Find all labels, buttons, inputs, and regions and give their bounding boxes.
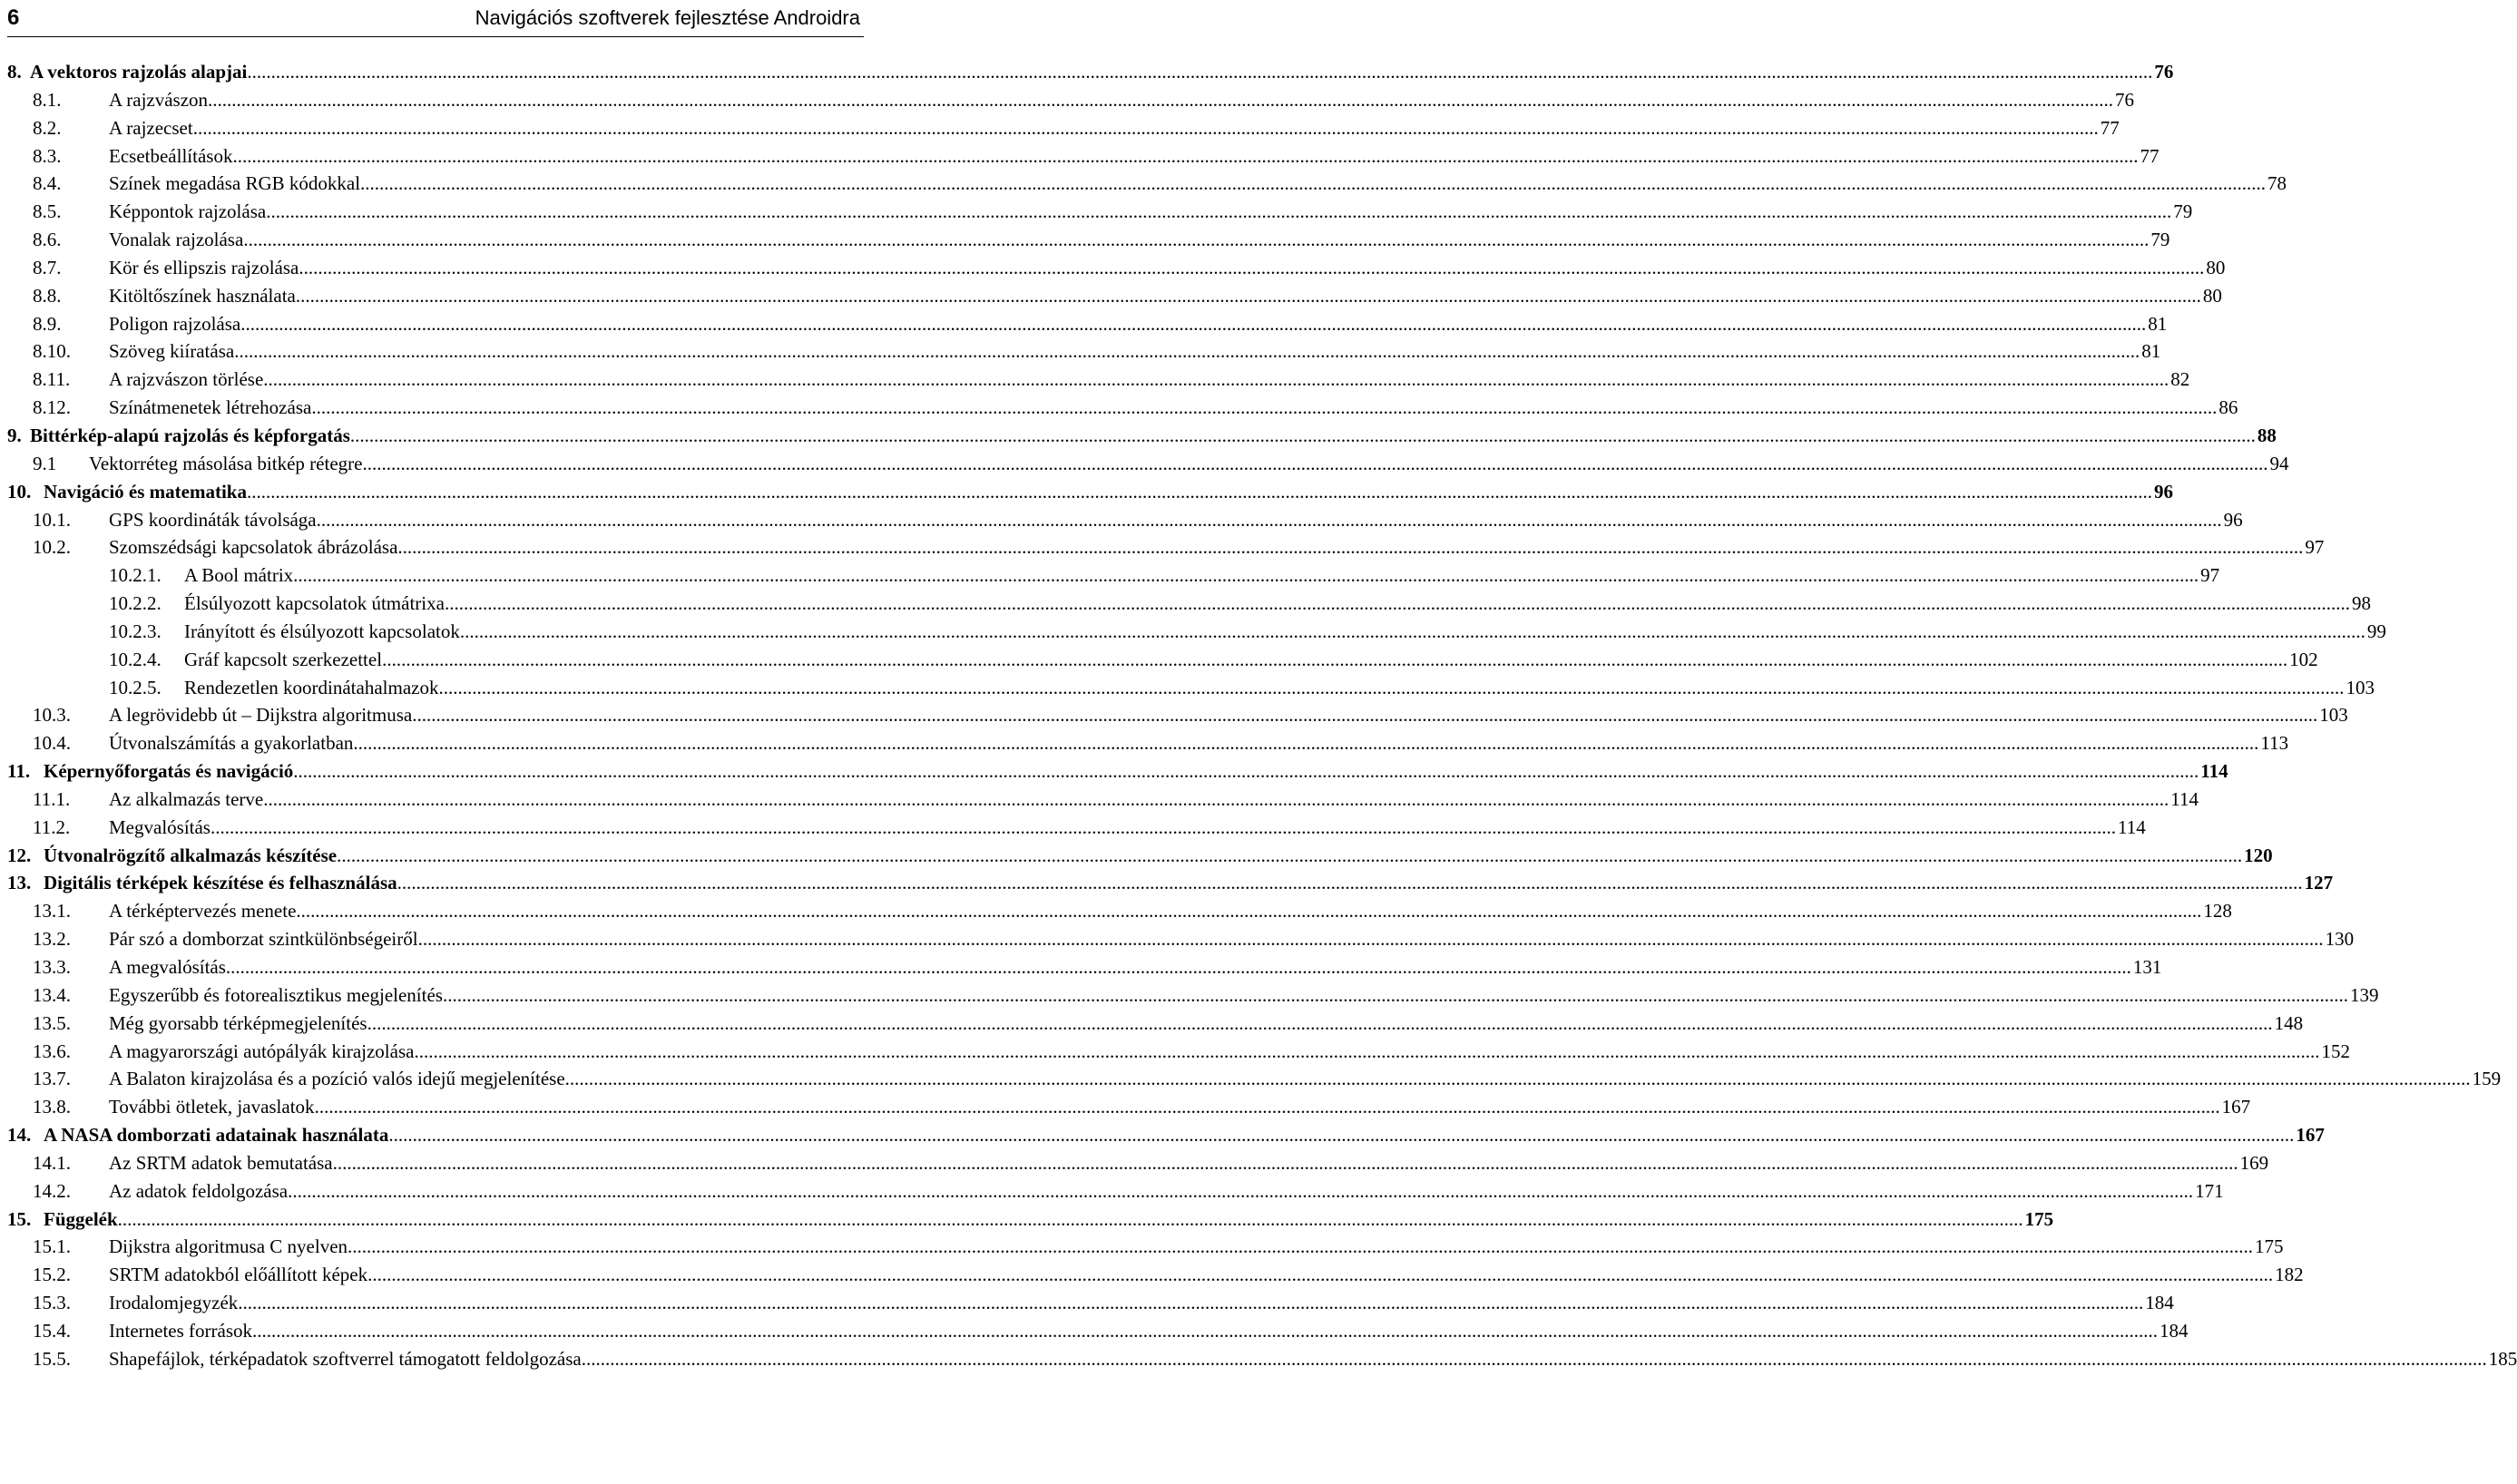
toc-entry-number: 13.8. — [33, 1096, 71, 1118]
toc-entry-number: 10.2.1. — [109, 564, 162, 587]
toc-entry-title: GPS koordináták távolsága — [109, 508, 317, 531]
toc-entry-number: 11.2. — [33, 815, 71, 838]
toc-entry-title: A térképtervezés menete — [109, 900, 297, 923]
toc-entry-number: 10.1. — [33, 508, 71, 531]
toc-entry-number: 13. — [7, 872, 32, 894]
toc-entry-title: Vonalak rajzolása — [109, 229, 244, 251]
toc-entry[interactable] — [7, 1206, 2054, 1234]
dot-leader: ................................................................................................................................................................................................................................................................................................................................................................................................................ — [564, 1068, 2471, 1090]
toc-entry-number: 13.6. — [33, 1040, 71, 1062]
toc-entry-page: 148 — [2274, 1011, 2304, 1034]
dot-leader: ................................................................................................................................................................................................................................................................................................................................................................................................................ — [348, 1235, 2254, 1258]
toc-entry-page: 167 — [2221, 1096, 2251, 1118]
toc-entry[interactable] — [7, 422, 2277, 450]
toc-entry-title: Az SRTM adatok bemutatása — [109, 1151, 333, 1174]
toc-entry[interactable] — [7, 114, 2120, 142]
toc-entry[interactable] — [7, 1177, 2224, 1206]
dot-leader: ................................................................................................................................................................................................................................................................................................................................................................................................................ — [438, 676, 2345, 698]
toc-entry-title: További ötletek, javaslatok — [109, 1096, 315, 1118]
toc-entry-number: 10.2.5. — [109, 676, 162, 698]
toc-entry[interactable] — [7, 337, 2161, 366]
toc-entry-title: Függelék — [44, 1207, 118, 1230]
toc-entry-number: 8.10. — [33, 340, 71, 363]
dot-leader: ................................................................................................................................................................................................................................................................................................................................................................................................................ — [311, 396, 2218, 419]
toc-entry[interactable] — [7, 981, 2379, 1010]
dot-leader: ................................................................................................................................................................................................................................................................................................................................................................................................................ — [232, 144, 2139, 167]
toc-entry[interactable] — [7, 86, 2135, 114]
toc-entry-title: A rajzvászon törlése — [109, 368, 264, 391]
toc-entry[interactable] — [7, 142, 2160, 171]
toc-entry-title: A rajzecset — [109, 116, 193, 139]
toc-entry-page: 184 — [2160, 1319, 2189, 1342]
toc-entry-number: 10.3. — [33, 704, 71, 727]
toc-entry[interactable] — [7, 282, 2222, 310]
dot-leader: ................................................................................................................................................................................................................................................................................................................................................................................................................ — [442, 983, 2348, 1006]
toc-entry[interactable] — [7, 506, 2243, 534]
toc-entry-title: Szomszédsági kapcsolatok ábrázolása — [109, 536, 398, 559]
toc-entry-title: A NASA domborzati adatainak használata — [44, 1124, 389, 1147]
toc-entry-page: 80 — [2202, 284, 2222, 307]
toc-entry-title: Útvonalrögzítő alkalmazás készítése — [44, 844, 338, 866]
dot-leader: ................................................................................................................................................................................................................................................................................................................................................................................................................ — [240, 312, 2147, 335]
dot-leader: ................................................................................................................................................................................................................................................................................................................................................................................................................ — [353, 732, 2259, 755]
dot-leader: ................................................................................................................................................................................................................................................................................................................................................................................................................ — [238, 1292, 2144, 1314]
dot-leader: ................................................................................................................................................................................................................................................................................................................................................................................................................ — [296, 900, 2202, 923]
dot-leader: ................................................................................................................................................................................................................................................................................................................................................................................................................ — [117, 1207, 2023, 1230]
toc-entry-page: 171 — [2195, 1179, 2224, 1202]
toc-entry[interactable] — [7, 869, 2334, 897]
toc-entry-page: 159 — [2472, 1068, 2502, 1090]
toc-entry-title: A magyarországi autópályák kirajzolása — [109, 1040, 415, 1062]
toc-entry[interactable] — [7, 58, 2174, 86]
toc-entry-page: 184 — [2145, 1292, 2174, 1314]
toc-entry-page: 79 — [2150, 229, 2170, 251]
dot-leader: ................................................................................................................................................................................................................................................................................................................................................................................................................ — [397, 872, 2303, 894]
toc-entry-number: 8.2. — [33, 116, 62, 139]
dot-leader: ................................................................................................................................................................................................................................................................................................................................................................................................................ — [414, 1040, 2320, 1062]
toc-entry[interactable] — [7, 925, 2355, 953]
toc-entry-page: 169 — [2239, 1151, 2269, 1174]
dot-leader: ................................................................................................................................................................................................................................................................................................................................................................................................................ — [316, 508, 2222, 531]
toc-entry[interactable] — [7, 701, 2348, 729]
toc-entry-page: 78 — [2267, 172, 2287, 195]
dot-leader: ................................................................................................................................................................................................................................................................................................................................................................................................................ — [314, 1096, 2220, 1118]
toc-entry-title: Irodalomjegyzék — [109, 1292, 239, 1314]
toc-entry-page: 139 — [2349, 983, 2379, 1006]
toc-entry-page: 96 — [2153, 480, 2173, 503]
toc-entry-page: 97 — [2305, 536, 2325, 559]
toc-entry[interactable] — [7, 1038, 2350, 1066]
toc-entry[interactable] — [7, 1261, 2304, 1289]
toc-entry-page: 114 — [2117, 815, 2146, 838]
toc-entry-number: 15. — [7, 1207, 32, 1230]
toc-entry[interactable] — [7, 1121, 2325, 1149]
toc-entry-number: 9.1 — [33, 452, 57, 474]
toc-entry-number: 8.6. — [33, 229, 62, 251]
toc-entry[interactable] — [7, 953, 2162, 981]
toc-entry-page: 127 — [2304, 872, 2334, 894]
toc-entry-number: 10. — [7, 480, 32, 503]
dot-leader: ................................................................................................................................................................................................................................................................................................................................................................................................................ — [417, 928, 2324, 951]
toc-entry-number: 13.7. — [33, 1068, 71, 1090]
toc-entry-title: A Bool mátrix — [184, 564, 294, 587]
toc-entry-number: 8.11. — [33, 368, 71, 391]
toc-entry-page: 114 — [2200, 760, 2228, 783]
dot-leader: ................................................................................................................................................................................................................................................................................................................................................................................................................ — [581, 1347, 2487, 1370]
toc-entry-number: 8. — [7, 61, 22, 83]
dot-leader: ................................................................................................................................................................................................................................................................................................................................................................................................................ — [299, 256, 2205, 278]
toc-entry-page: 152 — [2321, 1040, 2350, 1062]
toc-entry-number: 11.1. — [33, 787, 71, 810]
dot-leader: ................................................................................................................................................................................................................................................................................................................................................................................................................ — [210, 815, 2116, 838]
toc-entry-page: 76 — [2115, 88, 2135, 111]
toc-entry-title: Még gyorsabb térképmegjelenítés — [109, 1011, 367, 1034]
toc-entry-page: 131 — [2132, 956, 2162, 978]
toc-entry[interactable] — [7, 842, 2273, 870]
toc-entry-title: Dijkstra algoritmusa C nyelven — [109, 1235, 348, 1258]
toc-entry[interactable] — [7, 310, 2168, 338]
toc-entry-title: A rajzvászon — [109, 88, 209, 111]
toc-entry-page: 103 — [2319, 704, 2348, 727]
toc-entry-page: 97 — [2200, 564, 2220, 587]
toc-entry[interactable] — [7, 1010, 2304, 1038]
toc-entry-title: Irányított és élsúlyozott kapcsolatok — [184, 620, 460, 642]
toc-entry-page: 120 — [2244, 844, 2273, 866]
toc-entry-title: Képernyőforgatás és navigáció — [44, 760, 294, 783]
toc-entry-page: 102 — [2289, 648, 2318, 670]
toc-entry-title: Rendezetlen koordinátahalmazok — [184, 676, 439, 698]
toc-entry-page: 128 — [2203, 900, 2232, 923]
toc-entry-title: Shapefájlok, térképadatok szoftverrel támogatott feldolgozása — [109, 1347, 582, 1370]
toc-entry-page: 175 — [2024, 1207, 2054, 1230]
toc-entry-page: 82 — [2170, 368, 2190, 391]
toc-entry-number: 15.5. — [33, 1347, 71, 1370]
toc-entry-number: 15.4. — [33, 1319, 71, 1342]
toc-entry-number: 8.4. — [33, 172, 62, 195]
toc-entry-page: 175 — [2255, 1235, 2284, 1258]
dot-leader: ................................................................................................................................................................................................................................................................................................................................................................................................................ — [362, 452, 2268, 474]
table-of-contents — [7, 58, 2517, 1373]
toc-entry[interactable] — [7, 1149, 2269, 1177]
toc-entry-title: Gráf kapcsolt szerkezettel — [184, 648, 383, 670]
toc-entry-page: 130 — [2325, 928, 2355, 951]
toc-entry-title: Kör és ellipszis rajzolása — [109, 256, 299, 278]
toc-entry-page: 79 — [2173, 200, 2193, 223]
toc-entry-title: Internetes források — [109, 1319, 253, 1342]
toc-entry-title: Képpontok rajzolása — [109, 200, 267, 223]
toc-entry-number: 14.2. — [33, 1179, 71, 1202]
toc-entry-page: 77 — [2100, 116, 2120, 139]
toc-entry-page: 182 — [2275, 1264, 2304, 1286]
dot-leader: ................................................................................................................................................................................................................................................................................................................................................................................................................ — [252, 1319, 2159, 1342]
toc-entry-title: Útvonalszámítás a gyakorlatban — [109, 732, 354, 755]
toc-entry-page: 81 — [2141, 340, 2161, 363]
toc-entry-title: Színátmenetek létrehozása — [109, 396, 312, 419]
dot-leader: ................................................................................................................................................................................................................................................................................................................................................................................................................ — [243, 229, 2150, 251]
dot-leader: ................................................................................................................................................................................................................................................................................................................................................................................................................ — [360, 172, 2267, 195]
toc-entry[interactable] — [7, 366, 2190, 394]
toc-entry[interactable] — [7, 1345, 2517, 1373]
toc-entry-number: 15.3. — [33, 1292, 71, 1314]
toc-entry[interactable] — [7, 533, 2325, 561]
toc-entry-page: 77 — [2140, 144, 2160, 167]
page-number: 6 — [7, 5, 20, 30]
dot-leader: ................................................................................................................................................................................................................................................................................................................................................................................................................ — [412, 704, 2318, 727]
toc-entry-title: A Balaton kirajzolása és a pozíció valós idejű megjelenítése — [109, 1068, 565, 1090]
toc-entry-title: Megvalósítás — [109, 815, 211, 838]
dot-leader: ................................................................................................................................................................................................................................................................................................................................................................................................................ — [247, 61, 2153, 83]
toc-entry-number: 8.8. — [33, 284, 62, 307]
dot-leader: ................................................................................................................................................................................................................................................................................................................................................................................................................ — [263, 368, 2169, 391]
toc-entry-page: 94 — [2269, 452, 2289, 474]
dot-leader: ................................................................................................................................................................................................................................................................................................................................................................................................................ — [367, 1264, 2274, 1286]
toc-entry-page: 81 — [2148, 312, 2168, 335]
toc-entry-number: 14.1. — [33, 1151, 71, 1174]
dot-leader: ................................................................................................................................................................................................................................................................................................................................................................................................................ — [266, 200, 2172, 223]
toc-entry-title: Vektorréteg másolása bitkép rétegre — [89, 452, 363, 474]
toc-entry[interactable] — [7, 1233, 2284, 1261]
toc-entry-number: 15.1. — [33, 1235, 71, 1258]
dot-leader: ................................................................................................................................................................................................................................................................................................................................................................................................................ — [382, 648, 2288, 670]
toc-entry-title: Ecsetbeállítások — [109, 144, 233, 167]
toc-entry-title: Digitális térképek készítése és felhasználása — [44, 872, 397, 894]
toc-entry-page: 114 — [2170, 787, 2199, 810]
toc-entry-title: SRTM adatokból előállított képek — [109, 1264, 368, 1286]
toc-entry-page: 185 — [2488, 1347, 2517, 1370]
toc-entry[interactable] — [7, 450, 2289, 478]
toc-entry-title: Szöveg kiíratása — [109, 340, 235, 363]
toc-entry[interactable] — [7, 729, 2289, 757]
toc-entry-number: 8.12. — [33, 396, 71, 419]
toc-entry[interactable] — [7, 1093, 2251, 1121]
toc-entry-number: 8.9. — [33, 312, 62, 335]
toc-entry[interactable] — [7, 170, 2287, 198]
toc-entry-page: 113 — [2260, 732, 2289, 755]
toc-entry[interactable] — [7, 478, 2173, 506]
toc-entry-page: 98 — [2351, 592, 2371, 615]
toc-entry-number: 14. — [7, 1124, 32, 1147]
toc-entry-title: A vektoros rajzolás alapjai — [30, 61, 248, 83]
toc-entry-number: 13.3. — [33, 956, 71, 978]
toc-entry-page: 80 — [2206, 256, 2226, 278]
toc-entry-title: Élsúlyozott kapcsolatok útmátrixa — [184, 592, 445, 615]
dot-leader: ................................................................................................................................................................................................................................................................................................................................................................................................................ — [459, 620, 2365, 642]
toc-entry-title: Az alkalmazás terve — [109, 787, 264, 810]
toc-entry-title: Navigáció és matematika — [44, 480, 247, 503]
toc-entry-number: 11. — [7, 760, 31, 783]
toc-entry[interactable] — [7, 254, 2226, 282]
dot-leader: ................................................................................................................................................................................................................................................................................................................................................................................................................ — [192, 116, 2099, 139]
toc-entry-number: 8.5. — [33, 200, 62, 223]
dot-leader: ................................................................................................................................................................................................................................................................................................................................................................................................................ — [225, 956, 2131, 978]
dot-leader: ................................................................................................................................................................................................................................................................................................................................................................................................................ — [444, 592, 2350, 615]
toc-entry-number: 10.4. — [33, 732, 71, 755]
toc-entry-number: 13.2. — [33, 928, 71, 951]
toc-entry[interactable] — [7, 226, 2170, 254]
toc-entry[interactable] — [7, 757, 2228, 786]
dot-leader: ................................................................................................................................................................................................................................................................................................................................................................................................................ — [293, 760, 2199, 783]
toc-entry-number: 13.4. — [33, 983, 71, 1006]
toc-entry[interactable] — [7, 394, 2238, 422]
toc-entry-page: 99 — [2366, 620, 2386, 642]
toc-entry-number: 8.3. — [33, 144, 62, 167]
toc-entry-number: 12. — [7, 844, 32, 866]
dot-leader: ................................................................................................................................................................................................................................................................................................................................................................................................................ — [332, 1151, 2238, 1174]
toc-entry-number: 8.1. — [33, 88, 62, 111]
toc-entry-title: Poligon rajzolása — [109, 312, 241, 335]
toc-entry[interactable] — [7, 814, 2146, 842]
toc-entry[interactable] — [7, 786, 2199, 814]
toc-entry[interactable] — [7, 674, 2375, 702]
dot-leader: ................................................................................................................................................................................................................................................................................................................................................................................................................ — [288, 1179, 2194, 1202]
toc-entry-title: Kitöltőszínek használata — [109, 284, 296, 307]
toc-entry-page: 167 — [2296, 1124, 2325, 1147]
toc-entry-number: 10.2.3. — [109, 620, 162, 642]
toc-entry[interactable] — [7, 897, 2232, 925]
dot-leader: ................................................................................................................................................................................................................................................................................................................................................................................................................ — [295, 284, 2201, 307]
toc-entry[interactable] — [7, 1317, 2189, 1345]
toc-entry-number: 13.1. — [33, 900, 71, 923]
toc-entry-title: A legrövidebb út – Dijkstra algoritmusa — [109, 704, 413, 727]
dot-leader: ................................................................................................................................................................................................................................................................................................................................................................................................................ — [208, 88, 2114, 111]
toc-entry-number: 10.2.4. — [109, 648, 162, 670]
toc-entry-number: 10.2.2. — [109, 592, 162, 615]
toc-entry[interactable] — [7, 590, 2371, 618]
dot-leader: ................................................................................................................................................................................................................................................................................................................................................................................................................ — [263, 787, 2169, 810]
toc-entry-number: 10.2. — [33, 536, 71, 559]
toc-entry-number: 9. — [7, 424, 22, 446]
toc-entry-title: Pár szó a domborzat szintkülönbségeiről — [109, 928, 418, 951]
dot-leader: ................................................................................................................................................................................................................................................................................................................................................................................................................ — [367, 1011, 2273, 1034]
toc-entry-page: 86 — [2218, 396, 2238, 419]
toc-entry-title: Színek megadása RGB kódokkal — [109, 172, 361, 195]
toc-entry[interactable] — [7, 646, 2318, 674]
running-title: Navigációs szoftverek fejlesztése Androidra — [475, 6, 860, 29]
page-header — [7, 0, 864, 36]
toc-entry[interactable] — [7, 618, 2386, 646]
toc-entry-page: 103 — [2346, 676, 2375, 698]
dot-leader: ................................................................................................................................................................................................................................................................................................................................................................................................................ — [246, 480, 2152, 503]
dot-leader: ................................................................................................................................................................................................................................................................................................................................................................................................................ — [337, 844, 2243, 866]
toc-entry-title: A megvalósítás — [109, 956, 226, 978]
dot-leader: ................................................................................................................................................................................................................................................................................................................................................................................................................ — [388, 1124, 2295, 1147]
toc-entry-page: 76 — [2154, 61, 2174, 83]
toc-entry-number: 13.5. — [33, 1011, 71, 1034]
toc-entry-title: Az adatok feldolgozása — [109, 1179, 289, 1202]
toc-entry[interactable] — [7, 1289, 2174, 1317]
toc-entry-title: Egyszerűbb és fotorealisztikus megjelenítés — [109, 983, 443, 1006]
toc-entry-title: Bittérkép-alapú rajzolás és képforgatás — [30, 424, 350, 446]
toc-entry-page: 88 — [2257, 424, 2277, 446]
toc-entry-number: 8.7. — [33, 256, 62, 278]
dot-leader: ................................................................................................................................................................................................................................................................................................................................................................................................................ — [293, 564, 2199, 587]
toc-entry-number: 15.2. — [33, 1264, 71, 1286]
dot-leader: ................................................................................................................................................................................................................................................................................................................................................................................................................ — [397, 536, 2304, 559]
dot-leader: ................................................................................................................................................................................................................................................................................................................................................................................................................ — [349, 424, 2256, 446]
toc-entry[interactable] — [7, 1065, 2502, 1093]
toc-entry[interactable] — [7, 561, 2220, 590]
header-divider — [7, 36, 864, 37]
toc-entry-page: 96 — [2223, 508, 2243, 531]
toc-entry[interactable] — [7, 198, 2193, 226]
dot-leader: ................................................................................................................................................................................................................................................................................................................................................................................................................ — [234, 340, 2140, 363]
